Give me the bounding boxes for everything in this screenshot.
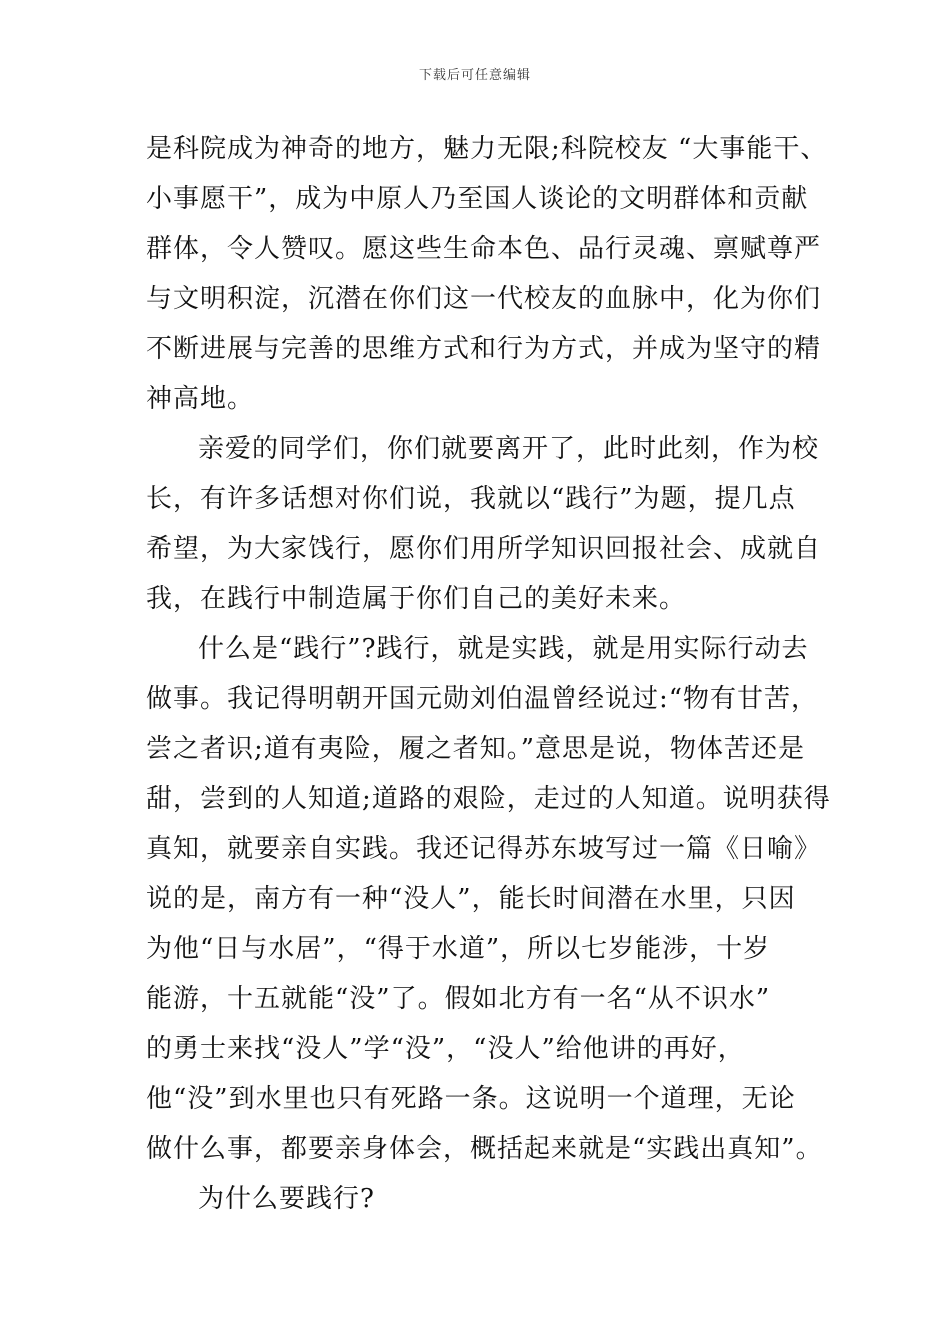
text-line: 神高地。 xyxy=(146,384,255,414)
text-line: 是科院成为神奇的地方，魅力无限;科院校友 “大事能干、 xyxy=(146,134,828,164)
text-line: 什么是“践行”?践行，就是实践，就是用实际行动去 xyxy=(198,634,809,664)
text-line: 我，在践行中制造属于你们自己的美好未来。 xyxy=(146,584,687,614)
text-line: 与文明积淀，沉潜在你们这一代校友的血脉中，化为你们 xyxy=(146,284,822,314)
text-line: 能游，十五就能“没”了。假如北方有一名“从不识水” xyxy=(146,984,771,1014)
text-line: 甜，尝到的人知道;道路的艰险，走过的人知道。说明获得 xyxy=(146,784,831,814)
text-line: 长，有许多话想对你们说，我就以“践行”为题，提几点 xyxy=(146,484,796,514)
text-line: 尝之者识;道有夷险，履之者知。”意思是说，物体苦还是 xyxy=(146,734,806,764)
text-line: 说的是，南方有一种“没人”，能长时间潜在水里，只因 xyxy=(146,884,796,914)
text-line: 真知，就要亲自实践。我还记得苏东坡写过一篇《日喻》 xyxy=(146,834,822,864)
text-line: 小事愿干”，成为中原人乃至国人谈论的文明群体和贡献 xyxy=(146,184,809,214)
document-body xyxy=(146,124,831,1224)
text-line: 他“没”到水里也只有死路一条。这说明一个道理，无论 xyxy=(146,1084,796,1114)
page-header: 下载后可任意编辑 xyxy=(418,68,531,83)
text-line: 不断进展与完善的思维方式和行为方式，并成为坚守的精 xyxy=(146,334,822,364)
text-line: 的勇士来找“没人”学“没”，“没人”给他讲的再好， xyxy=(146,1034,745,1064)
text-line: 为他“日与水居”，“得于水道”，所以七岁能涉，十岁 xyxy=(146,934,771,964)
text-line: 亲爱的同学们，你们就要离开了，此时此刻，作为校 xyxy=(198,434,820,464)
text-line: 群体，令人赞叹。愿这些生命本色、品行灵魂、禀赋尊严 xyxy=(146,234,822,264)
text-line: 为什么要践行? xyxy=(198,1184,375,1214)
text-line: 做事。我记得明朝开国元勋刘伯温曾经说过:“物有甘苦， xyxy=(146,684,819,714)
text-line: 做什么事，都要亲身体会，概括起来就是“实践出真知”。 xyxy=(146,1134,823,1164)
text-line: 希望，为大家饯行，愿你们用所学知识回报社会、成就自 xyxy=(146,534,822,564)
